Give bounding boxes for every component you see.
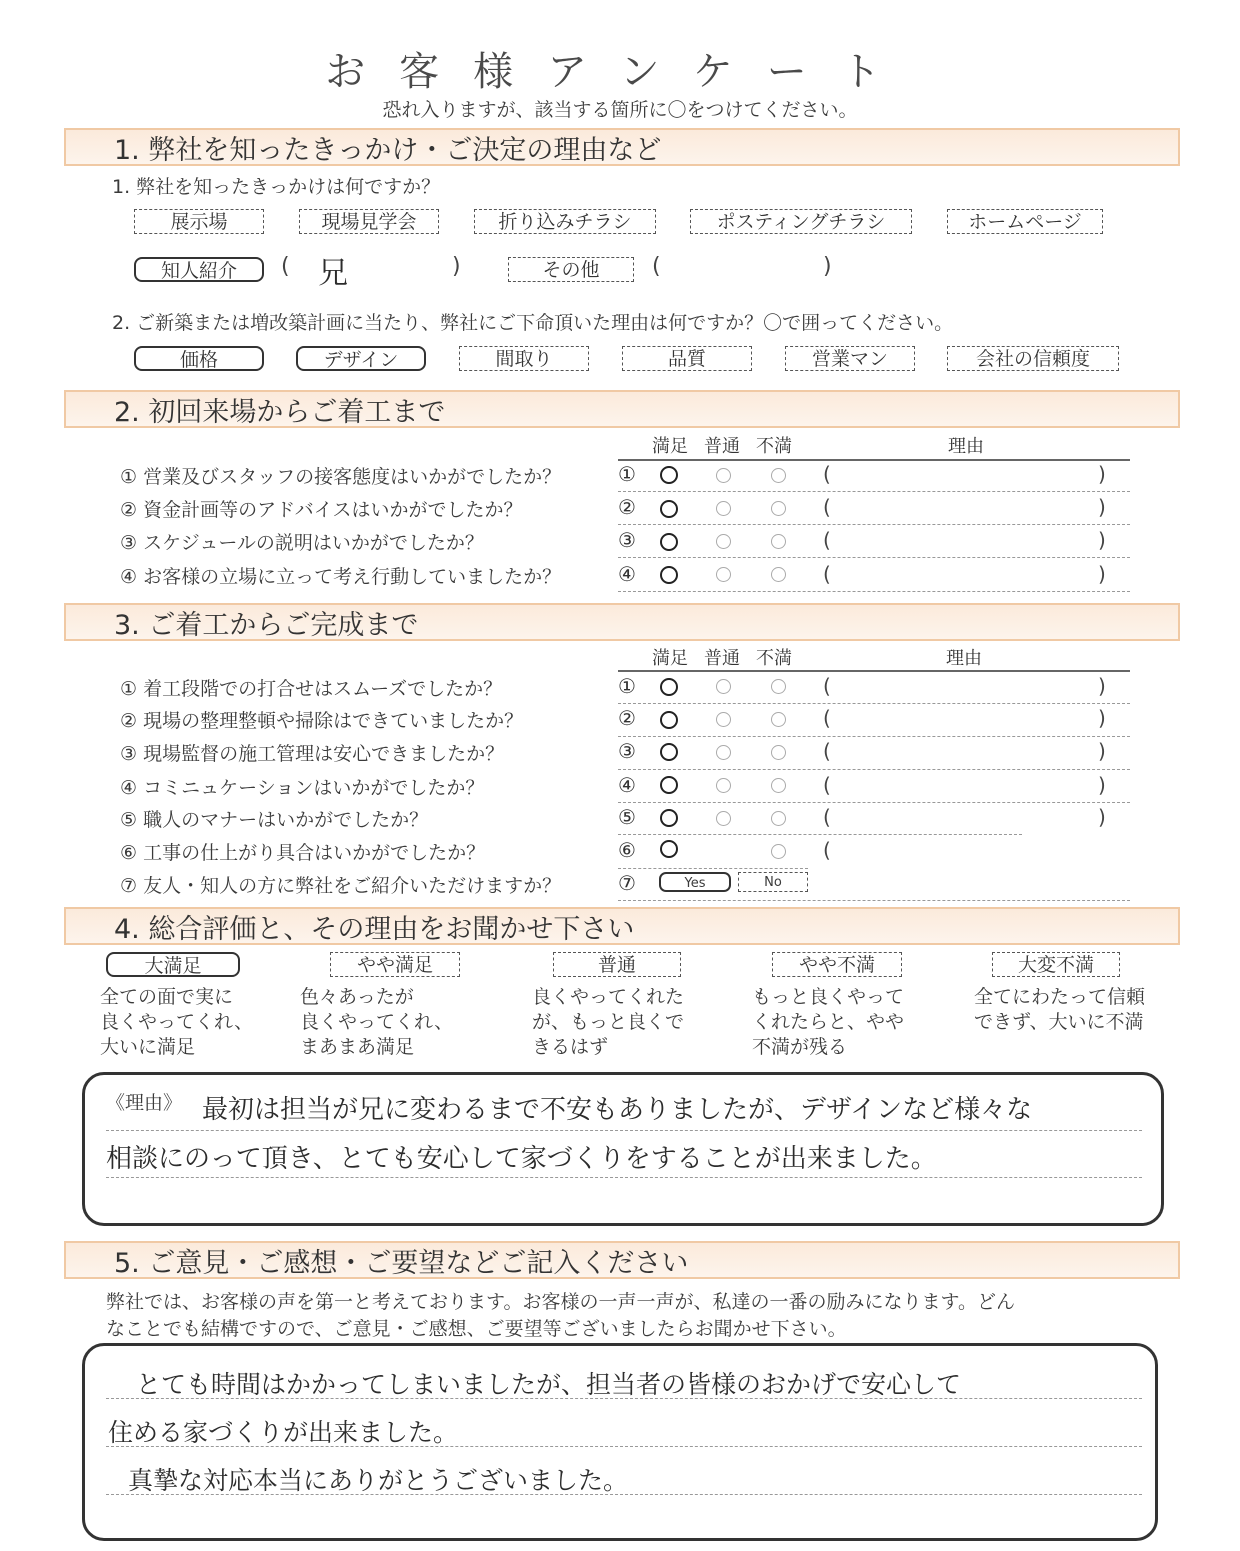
s2-q2-paren-open: ( xyxy=(823,495,831,519)
section-5-title: 5. ご意見・ご感想・ご要望などご記入ください xyxy=(114,1248,689,1279)
col-dissatisfied: 不満 xyxy=(756,436,792,457)
comment-rule xyxy=(106,1398,1142,1399)
s3-q1-average[interactable] xyxy=(716,679,731,694)
s3-q3-paren-close: ) xyxy=(1098,739,1106,763)
s3-q5-paren-open: ( xyxy=(823,805,831,829)
s5-intro-line-2: なことでも結構ですので、ご意見・ご感想、ご要望等ございましたらお聞かせ下さい。 xyxy=(106,1318,847,1340)
s2-q4-paren-close: ) xyxy=(1098,562,1106,586)
page-title: お客様アンケート xyxy=(325,49,915,95)
col-satisfied: 満足 xyxy=(652,436,688,457)
s3-q5-average[interactable] xyxy=(716,811,731,826)
col-average: 普通 xyxy=(704,436,740,457)
s3-q5-dissatisfied[interactable] xyxy=(771,811,786,826)
comment-line-1: とても時間はかかってしまいましたが、担当者の皆様のおかげで安心して xyxy=(136,1370,962,1399)
section-2-header xyxy=(64,390,1180,428)
s3-num1: ① xyxy=(618,674,636,698)
referral-paren-open: ( xyxy=(281,254,290,279)
section-3-header xyxy=(64,603,1180,641)
reason-rule xyxy=(106,1177,1142,1178)
reason-trust[interactable]: 会社の信頼度 xyxy=(947,346,1119,371)
s2-q2-selected-mark[interactable] xyxy=(660,500,678,518)
s3-q3-paren-open: ( xyxy=(823,739,831,763)
option-referral[interactable]: 知人紹介 xyxy=(134,257,264,282)
s3-q3-dissatisfied[interactable] xyxy=(771,745,786,760)
s3-q2-selected-mark[interactable] xyxy=(660,711,678,729)
section-1-header xyxy=(64,128,1180,166)
rating-desc-very-dissatisfied: 全てにわたって信頼 できず、大いに不満 xyxy=(974,986,1146,1033)
s3-q5-paren-close: ) xyxy=(1098,805,1106,829)
reason-line-1: 最初は担当が兄に変わるまで不安もありましたが、デザインなど様々な xyxy=(202,1095,1033,1125)
s2-q3-selected-mark[interactable] xyxy=(660,533,678,551)
col-average: 普通 xyxy=(704,648,740,669)
s3-num7: ⑦ xyxy=(618,871,636,895)
section-4-header xyxy=(64,907,1180,945)
s3-q2-paren-open: ( xyxy=(823,706,831,730)
reason-salesperson[interactable]: 営業マン xyxy=(785,346,915,371)
s2-q4-dissatisfied[interactable] xyxy=(771,567,786,582)
q1-text: 1. 弊社を知ったきっかけは何ですか？ xyxy=(112,176,441,198)
s2-q1-dissatisfied[interactable] xyxy=(771,468,786,483)
s3-q2-average[interactable] xyxy=(716,712,731,727)
s3-q4-selected-mark[interactable] xyxy=(660,776,678,794)
s2-num3: ③ xyxy=(618,528,636,552)
s3-q6-dissatisfied[interactable] xyxy=(771,844,786,859)
section-1-title: 1. 弊社を知ったきっかけ・ご決定の理由など xyxy=(114,135,662,166)
reason-label: 《理由》 xyxy=(106,1092,183,1114)
s3-q2: ② 現場の整理整頓や掃除はできていましたか？ xyxy=(120,710,524,732)
s3-num5: ⑤ xyxy=(618,805,636,829)
row-divider xyxy=(618,491,1130,492)
s2-q1: ① 営業及びスタッフの接客態度はいかがでしたか？ xyxy=(120,466,562,488)
option-other[interactable]: その他 xyxy=(508,257,634,282)
s3-q6-selected-mark[interactable] xyxy=(660,840,678,858)
rating-somewhat-satisfied[interactable]: やや満足 xyxy=(330,952,460,977)
rating-average[interactable]: 普通 xyxy=(553,952,681,977)
comment-rule xyxy=(106,1494,1142,1495)
s2-q1-selected-mark[interactable] xyxy=(660,466,678,484)
col-dissatisfied: 不満 xyxy=(756,648,792,669)
reason-design[interactable]: デザイン xyxy=(296,346,426,371)
s3-q3: ③ 現場監督の施工管理は安心できましたか？ xyxy=(120,743,505,765)
s2-q4: ④ お客様の立場に立って考え行動していましたか？ xyxy=(120,566,562,588)
s2-q4-paren-open: ( xyxy=(823,562,831,586)
other-paren-open: ( xyxy=(652,254,661,279)
option-site-tour[interactable]: 現場見学会 xyxy=(299,209,439,234)
s3-q1-dissatisfied[interactable] xyxy=(771,679,786,694)
q2-text: 2. ご新築または増改築計画に当たり、弊社にご下命頂いた理由は何ですか？〇で囲ってください。 xyxy=(112,312,954,334)
s3-num2: ② xyxy=(618,706,636,730)
s3-q5: ⑤ 職人のマナーはいかがでしたか？ xyxy=(120,809,429,831)
s2-q1-paren-close: ) xyxy=(1098,462,1106,486)
option-showroom[interactable]: 展示場 xyxy=(134,209,264,234)
s3-q4-dissatisfied[interactable] xyxy=(771,778,786,793)
s5-intro-line-1: 弊社では、お客様の声を第一と考えております。お客様の一声一声が、私達の一番の励みになります。どん xyxy=(106,1291,1015,1313)
reason-rule xyxy=(106,1130,1142,1131)
reason-line-2: 相談にのって頂き、とても安心して家づくりをすることが出来ました。 xyxy=(106,1144,937,1174)
option-homepage[interactable]: ホームページ xyxy=(947,209,1103,234)
reason-quality[interactable]: 品質 xyxy=(622,346,752,371)
col-reason: 理由 xyxy=(946,648,982,669)
option-posting-flyer[interactable]: ポスティングチラシ xyxy=(690,209,912,234)
section-5-header xyxy=(64,1241,1180,1279)
s3-q1-selected-mark[interactable] xyxy=(660,678,678,696)
s2-q1-paren-open: ( xyxy=(823,462,831,486)
s2-num1: ① xyxy=(618,462,636,486)
option-yes[interactable]: Yes xyxy=(659,872,731,892)
s2-num2: ② xyxy=(618,495,636,519)
row-divider xyxy=(618,834,1022,835)
option-no[interactable]: No xyxy=(738,872,808,892)
reason-price[interactable]: 価格 xyxy=(134,346,264,371)
s3-q1: ① 着工段階での打合せはスムーズでしたか？ xyxy=(120,678,503,700)
s2-q3-average[interactable] xyxy=(716,534,731,549)
s3-num6: ⑥ xyxy=(618,838,636,862)
s3-q2-dissatisfied[interactable] xyxy=(771,712,786,727)
s3-q3-selected-mark[interactable] xyxy=(660,743,678,761)
s2-q2-average[interactable] xyxy=(716,501,731,516)
rating-desc-average: 良くやってくれた が、もっと良くで きるはず xyxy=(532,986,685,1058)
row-divider xyxy=(618,769,1130,770)
section-4-title: 4. 総合評価と、その理由をお聞かせ下さい xyxy=(114,914,635,945)
s3-q7: ⑦ 友人・知人の方に弊社をご紹介いただけますか？ xyxy=(120,875,562,897)
s2-q2-paren-close: ) xyxy=(1098,495,1106,519)
section-3-title: 3. ご着工からご完成まで xyxy=(114,610,419,641)
col-satisfied: 満足 xyxy=(652,648,688,669)
s3-q4-paren-close: ) xyxy=(1098,773,1106,797)
row-divider xyxy=(618,802,1130,803)
s3-q2-paren-close: ) xyxy=(1098,706,1106,730)
s2-q3: ③ スケジュールの説明はいかがでしたか？ xyxy=(120,532,484,554)
s3-q5-selected-mark[interactable] xyxy=(660,809,678,827)
reason-floorplan[interactable]: 間取り xyxy=(459,346,589,371)
rating-desc-very-satisfied: 全ての面で実に 良くやってくれ、 大いに満足 xyxy=(100,986,254,1058)
rating-somewhat-dissatisfied[interactable]: やや不満 xyxy=(772,952,902,977)
s3-q6: ⑥ 工事の仕上がり具合はいかがでしたか？ xyxy=(120,842,486,864)
comment-line-3: 真摯な対応本当にありがとうございました。 xyxy=(128,1466,629,1495)
table-header-line xyxy=(618,670,1130,672)
referral-paren-close: ) xyxy=(452,254,461,279)
referral-note: 兄 xyxy=(318,256,348,291)
s3-num3: ③ xyxy=(618,739,636,763)
rating-very-satisfied[interactable]: 大満足 xyxy=(106,952,240,977)
table-header-line xyxy=(618,459,1130,461)
row-divider xyxy=(618,703,1130,704)
s2-q4-average[interactable] xyxy=(716,567,731,582)
s2-num4: ④ xyxy=(618,562,636,586)
s2-q2-dissatisfied[interactable] xyxy=(771,501,786,516)
s3-q4-paren-open: ( xyxy=(823,773,831,797)
other-paren-close: ) xyxy=(823,254,832,279)
s2-q3-dissatisfied[interactable] xyxy=(771,534,786,549)
option-insert-flyer[interactable]: 折り込みチラシ xyxy=(474,209,656,234)
s2-q3-paren-close: ) xyxy=(1098,528,1106,552)
s2-q4-selected-mark[interactable] xyxy=(660,566,678,584)
s3-num4: ④ xyxy=(618,773,636,797)
s3-q6-paren-open: ( xyxy=(823,838,831,862)
row-divider xyxy=(618,524,1130,525)
section-2-title: 2. 初回来場からご着工まで xyxy=(114,397,446,428)
page-subtitle: 恐れ入りますが、該当する箇所に〇をつけてください。 xyxy=(382,99,858,121)
comment-rule xyxy=(106,1446,1142,1447)
s2-q3-paren-open: ( xyxy=(823,528,831,552)
s3-q1-paren-close: ) xyxy=(1098,674,1106,698)
row-divider xyxy=(618,557,1130,558)
rating-desc-somewhat-satisfied: 色々あったが 良くやってくれ、 まあまあ満足 xyxy=(300,986,454,1058)
row-divider xyxy=(618,868,808,869)
col-reason: 理由 xyxy=(948,436,984,457)
rating-desc-somewhat-dissatisfied: もっと良くやって くれたらと、やや 不満が残る xyxy=(752,986,905,1058)
row-divider xyxy=(618,591,1130,592)
s3-q4-average[interactable] xyxy=(716,778,731,793)
s3-q1-paren-open: ( xyxy=(823,674,831,698)
row-divider xyxy=(618,736,1130,737)
s3-q4: ④ コミニュケーションはいかがでしたか？ xyxy=(120,777,485,799)
row-divider xyxy=(618,900,1130,901)
comment-line-2: 住める家づくりが出来ました。 xyxy=(108,1418,459,1447)
rating-very-dissatisfied[interactable]: 大変不満 xyxy=(992,952,1120,977)
s3-q3-average[interactable] xyxy=(716,745,731,760)
s2-q2: ② 資金計画等のアドバイスはいかがでしたか？ xyxy=(120,499,523,521)
s2-q1-average[interactable] xyxy=(716,468,731,483)
